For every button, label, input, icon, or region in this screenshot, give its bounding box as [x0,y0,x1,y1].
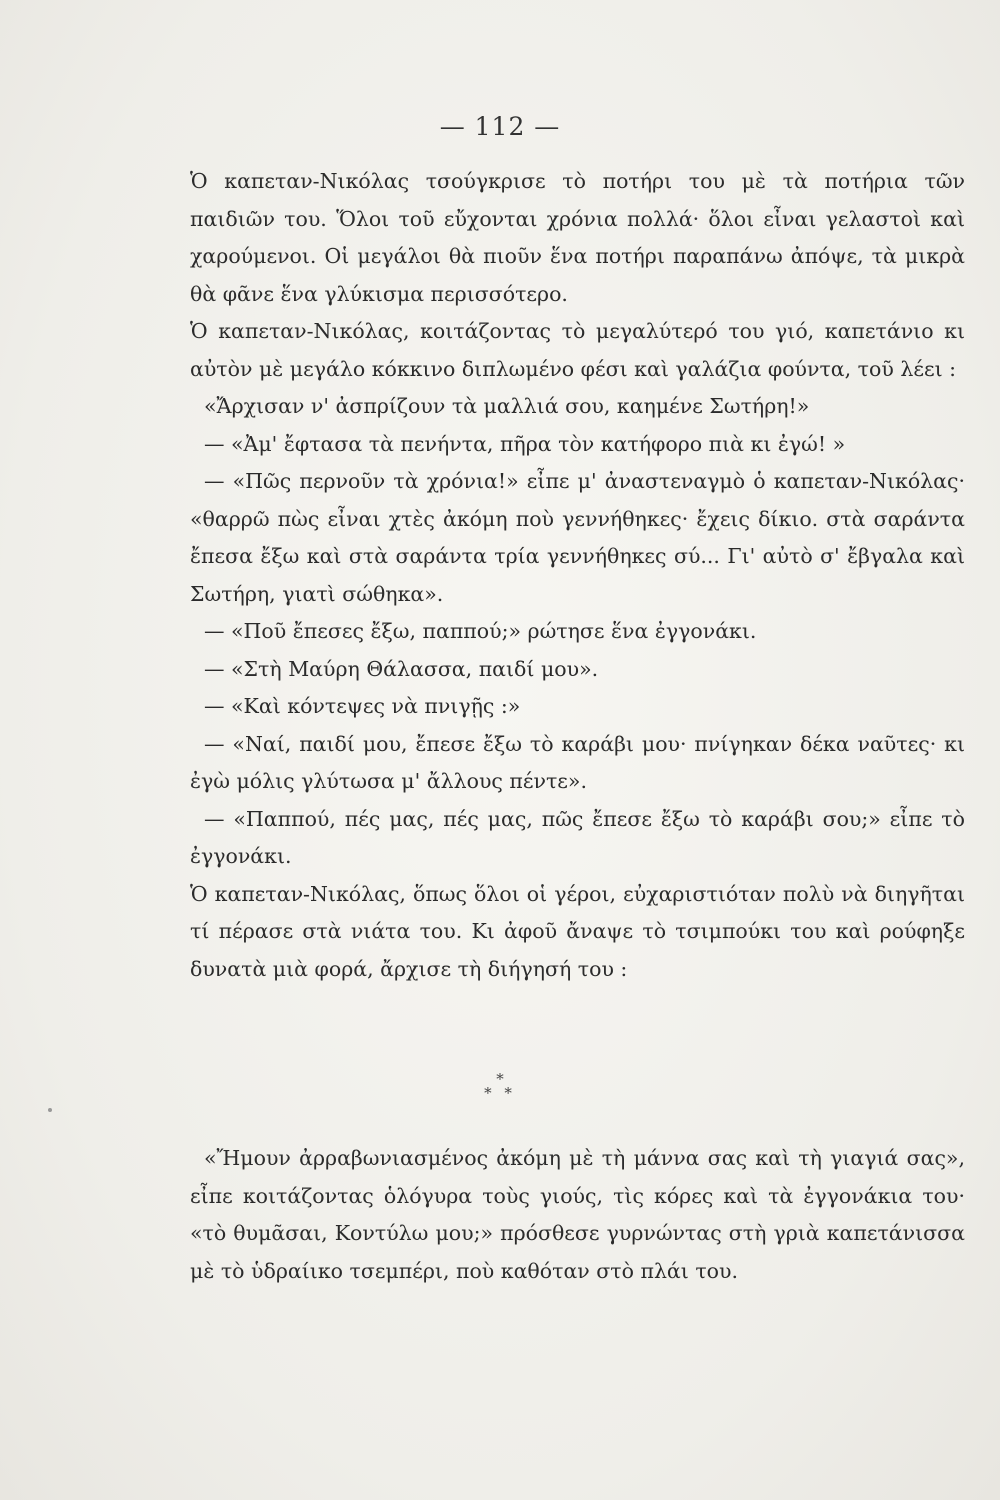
page-number: — 112 — [439,112,561,141]
paragraph-4: — «Ἀμ' ἔφτασα τὰ πενήντα, πῆρα τὸν κατήφορο πιὰ κι ἐγώ! » [204,431,846,456]
main-text [190,163,965,988]
paragraph-8: — «Καὶ κόντεψες νὰ πνιγῇς :» [204,694,521,718]
paragraph-2: Ὁ καπεταν-Νικόλας, κοιτάζοντας τὸ μεγαλύτερό του γιό, καπετάνιο κι αὐτὸν μὲ μεγάλο κόκκινο διπλωμένο φέσι καὶ γαλάζια φούντα, τοῦ λέει : [190,319,965,381]
paragraph-3: «Ἄρχισαν ν' ἀσπρίζουν τὰ μαλλιά σου, καημένε Σωτήρη!» [204,394,810,418]
section-asterism [0,1072,1000,1100]
paragraph-9: — «Ναί, παιδί μου, ἔπεσε ἔξω τὸ καράβι μου· πνίγηκαν δέκα ναῦτες· κι ἐγὼ μόλις γλύτωσα μ' ἄλλους πέντε». [190,731,965,793]
paragraph-1: Ὁ καπεταν-Νικόλας τσούγκρισε τὸ ποτήρι του μὲ τὰ ποτήρια τῶν παιδιῶν του. Ὅλοι τοῦ εὔχονται χρόνια πολλά· ὅλοι εἶναι γελαστοὶ καὶ χαρούμενοι. Οἱ μεγάλοι θὰ πιοῦν ἕνα ποτήρι παραπάνω ἀπόψε, τὰ μικρὰ θὰ φᾶνε ἕνα γλύκισμα περισσότερο. [190,169,965,306]
paragraph-7: — «Στὴ Μαύρη Θάλασσα, παιδί μου». [204,656,599,681]
asterism-bottom: * * [484,1084,516,1102]
paragraph-12: «Ἤμουν ἀρραβωνιασμένος ἀκόμη μὲ τὴ μάννα σας καὶ τὴ γιαγιά σας», εἶπε κοιτάζοντας ὁλόγυρα τοὺς γιούς, τὶς κόρες καὶ τὰ ἐγγονάκια του· «τὸ θυμᾶσαι, Κοντύλω μου;» πρόσθεσε γυρνώντας στὴ γριὰ καπετάνισσα μὲ τὸ ὑδραίικο τσεμπέρι, ποὺ καθόταν στὸ πλάι του. [190,1146,965,1283]
paragraph-6: — «Ποῦ ἔπεσες ἔξω, παππού;» ρώτησε ἕνα ἐγγονάκι. [204,619,757,643]
paragraph-5: — «Πῶς περνοῦν τὰ χρόνια!» εἶπε μ' ἀναστεναγμὸ ὁ καπεταν-Νικόλας· «θαρρῶ πὼς εἶναι χτὲς ἀκόμη ποὺ γεννήθηκες· ἔχεις δίκιο. στὰ σαράντα ἔπεσα ἔξω καὶ στὰ σαράντα τρία γεννήθηκες σύ... Γι' αὐτὸ σ' ἔβγαλα καὶ Σωτήρη, γιατὶ σώθηκα». [190,469,965,606]
paragraph-10: — «Παππού, πές μας, πές μας, πῶς ἔπεσε ἔξω τὸ καράβι σου;» εἶπε τὸ ἐγγονάκι. [190,806,965,868]
margin-dot [48,1108,52,1112]
paragraph-11: Ὁ καπεταν-Νικόλας, ὅπως ὅλοι οἱ γέροι, εὐχαριστιόταν πολὺ νὰ διηγῆται τί πέρασε στὰ νιάτα του. Κι ἀφοῦ ἄναψε τὸ τσιμπούκι του καὶ ρούφηξε δυνατὰ μιὰ φορά, ἄρχισε τὴ διήγησή του : [190,881,965,981]
asterism-top: * [496,1070,504,1088]
main-text-continued [190,1140,965,1290]
